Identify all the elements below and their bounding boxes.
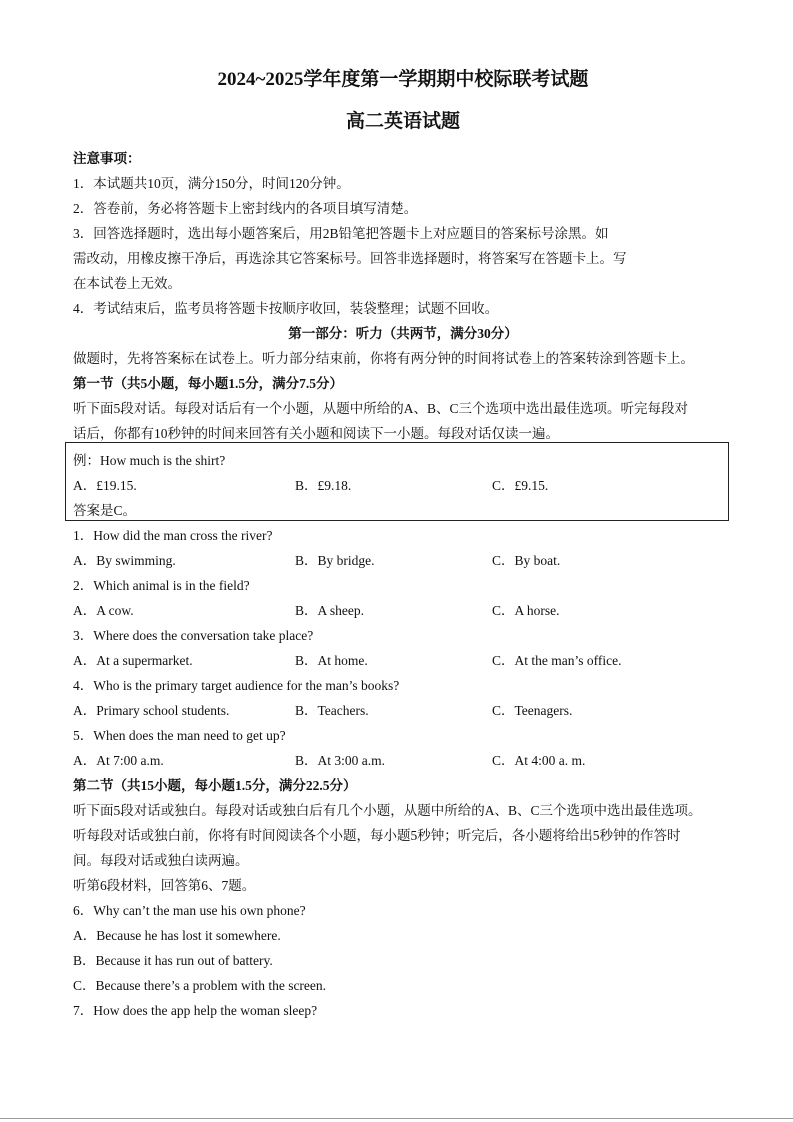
- notice-item: 3．回答选择题时，选出每小题答案后，用2B铅笔把答题卡上对应题目的答案标号涂黑。如: [73, 226, 609, 241]
- notice-item: 需改动，用橡皮擦干净后，再选涂其它答案标号。回答非选择题时，将答案写在答题卡上。写: [73, 251, 627, 266]
- material-6-instruction: 听第6段材料，回答第6、7题。: [73, 878, 256, 893]
- question-4: 4．Who is the primary target audience for the man’s books?: [73, 678, 400, 693]
- example-option-a: A．£19.15.: [73, 478, 137, 493]
- question-1-option-a: A．By swimming.: [73, 553, 176, 568]
- question-5-option-a: A．At 7:00 a.m.: [73, 753, 164, 768]
- part1-heading: 第一部分：听力（共两节，满分30分）: [288, 326, 518, 341]
- question-2-option-a: A．A cow.: [73, 603, 134, 618]
- question-7: 7．How does the app help the woman sleep?: [73, 1003, 318, 1018]
- question-2-option-c: C．A horse.: [492, 603, 560, 618]
- question-6-option-c: C．Because there’s a problem with the screen.: [73, 978, 327, 993]
- example-question: 例：How much is the shirt?: [73, 453, 226, 468]
- section1-heading: 第一节（共5小题，每小题1.5分，满分7.5分）: [73, 376, 343, 391]
- exam-title: 2024~2025学年度第一学期期中校际联考试题: [217, 69, 589, 90]
- example-option-b: B．£9.18.: [295, 478, 352, 493]
- question-4-option-c: C．Teenagers.: [492, 703, 573, 718]
- section2-intro: 间。每段对话或独白读两遍。: [73, 853, 249, 868]
- question-2-option-b: B．A sheep.: [295, 603, 364, 618]
- notice-item: 2．答卷前，务必将答题卡上密封线内的各项目填写清楚。: [73, 201, 418, 216]
- question-5-option-c: C．At 4:00 a. m.: [492, 753, 586, 768]
- question-6-option-b: B．Because it has run out of battery.: [73, 953, 273, 968]
- exam-subtitle: 高二英语试题: [345, 111, 460, 132]
- question-2: 2．Which animal is in the field?: [73, 578, 250, 593]
- example-answer: 答案是C。: [73, 503, 137, 518]
- part1-intro: 做题时，先将答案标在试卷上。听力部分结束前，你将有两分钟的时间将试卷上的答案转涂到答题卡上。: [73, 351, 694, 366]
- section1-intro: 话后，你都有10秒钟的时间来回答有关小题和阅读下一小题。每段对话仅读一遍。: [73, 426, 559, 441]
- question-4-option-b: B．Teachers.: [295, 703, 369, 718]
- question-6-option-a: A．Because he has lost it somewhere.: [73, 928, 281, 943]
- question-1-option-c: C．By boat.: [492, 553, 561, 568]
- notice-item: 在本试卷上无效。: [73, 276, 181, 291]
- example-option-c: C．£9.15.: [492, 478, 549, 493]
- notice-item: 4．考试结束后，监考员将答题卡按顺序收回，装袋整理；试题不回收。: [73, 301, 499, 316]
- notice-item: 1．本试题共10页，满分150分，时间120分钟。: [73, 176, 350, 191]
- section1-intro: 听下面5段对话。每段对话后有一个小题，从题中所给的A、B、C三个选项中选出最佳选项。听完每段对: [73, 401, 689, 416]
- question-1: 1．How did the man cross the river?: [73, 528, 273, 543]
- page-bottom-rule: [0, 1118, 793, 1119]
- question-3-option-c: C．At the man’s office.: [492, 653, 622, 668]
- question-1-option-b: B．By bridge.: [295, 553, 375, 568]
- notice-heading: 注意事项：: [73, 151, 141, 166]
- question-5-option-b: B．At 3:00 a.m.: [295, 753, 385, 768]
- question-5: 5．When does the man need to get up?: [73, 728, 286, 743]
- section2-heading: 第二节（共15小题，每小题1.5分，满分22.5分）: [73, 778, 357, 793]
- section2-intro: 听下面5段对话或独白。每段对话或独白后有几个小题，从题中所给的A、B、C三个选项中选出最佳选项。: [73, 803, 702, 818]
- question-3-option-a: A．At a supermarket.: [73, 653, 193, 668]
- question-4-option-a: A．Primary school students.: [73, 703, 230, 718]
- question-6: 6．Why can’t the man use his own phone?: [73, 903, 306, 918]
- section2-intro: 听每段对话或独白前，你将有时间阅读各个小题，每小题5秒钟；听完后，各小题将给出5秒钟的作答时: [73, 828, 681, 843]
- question-3-option-b: B．At home.: [295, 653, 368, 668]
- question-3: 3．Where does the conversation take place?: [73, 628, 314, 643]
